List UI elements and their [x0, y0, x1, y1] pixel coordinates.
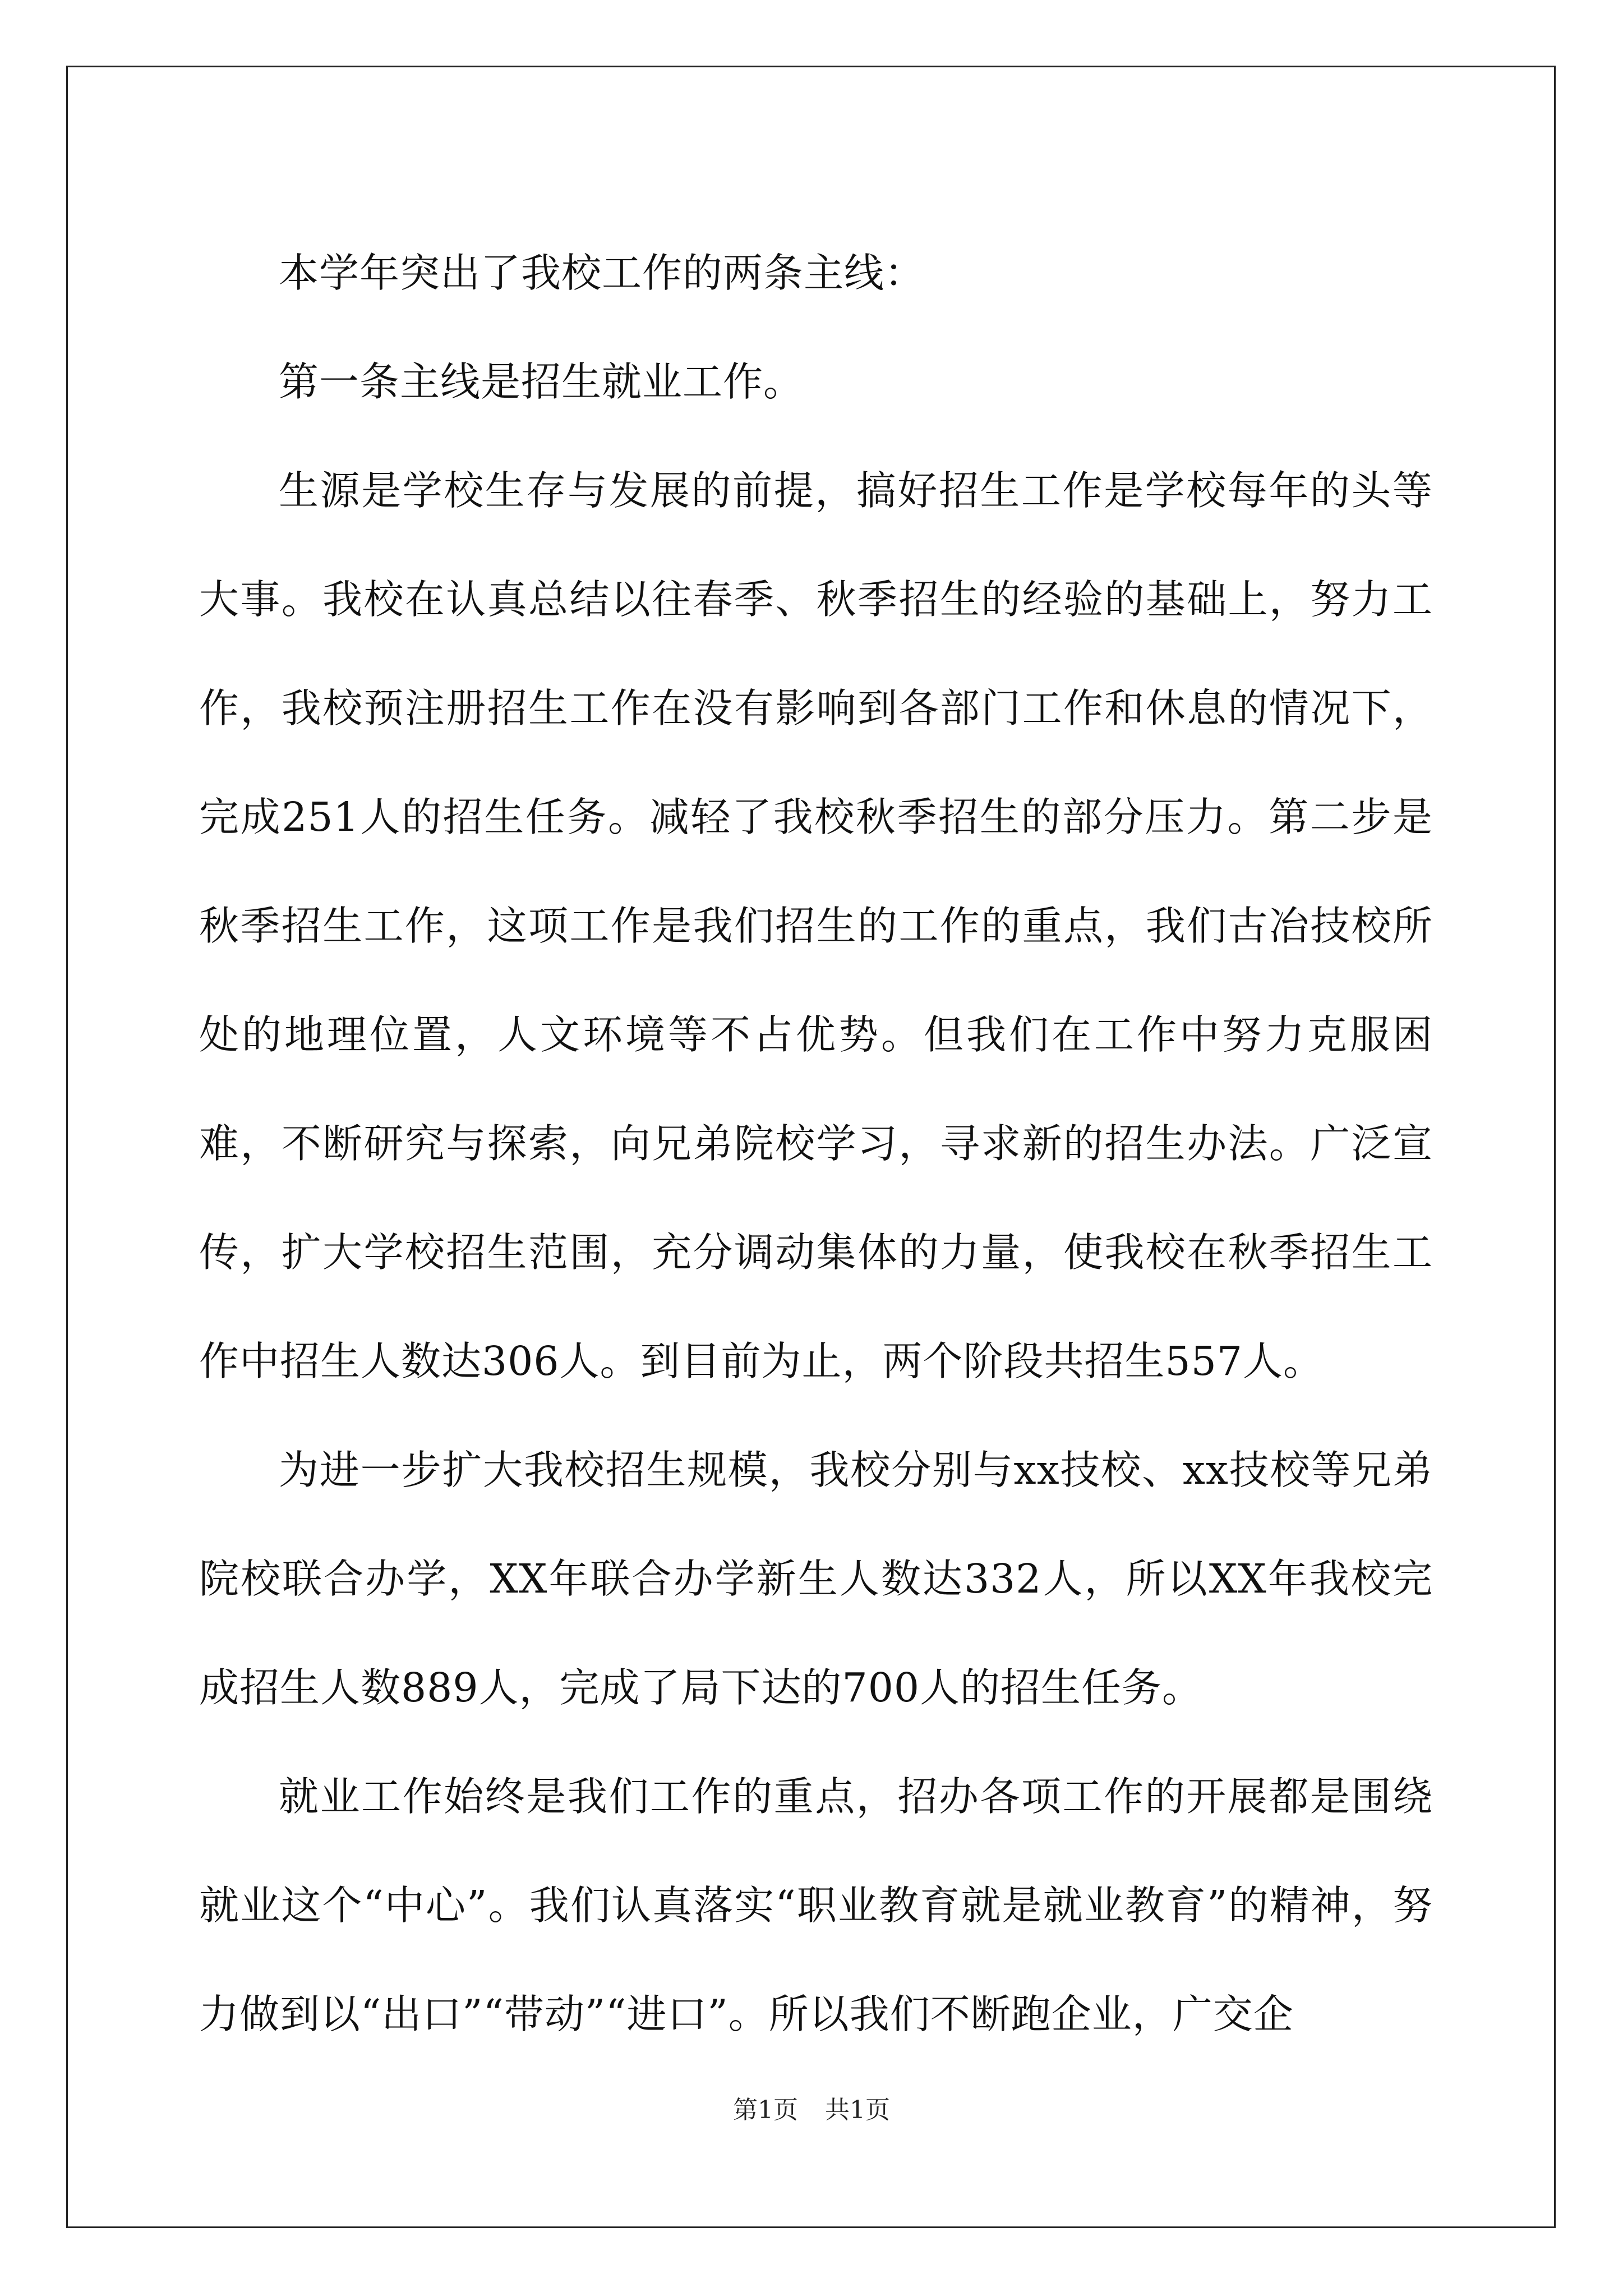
paragraph-joint-schooling: 为进一步扩大我校招生规模，我校分别与xx技校、xx技校等兄弟院校联合办学，XX年联合办学新生人数达332人，所以XX年我校完成招生人数889人，完成了局下达的700人的招生任务。: [199, 1447, 1433, 1711]
paragraph-employment: 就业工作始终是我们工作的重点，招办各项工作的开展都是围绕就业这个“中心”。我们认真落实“职业教育就是就业教育”的精神，努力做到以“出口”“带动”“进口”。所以我们不断跑企业，广交企: [199, 1773, 1433, 2037]
paragraph-first-line: 第一条主线是招生就业工作。: [279, 358, 804, 405]
page-total: 共1页: [825, 2096, 890, 2124]
page-number: 第1页: [733, 2096, 798, 2124]
paragraph-main-lines: 本学年突出了我校工作的两条主线：: [279, 250, 925, 296]
page-footer: [0, 2093, 1623, 2127]
document-body: [199, 219, 1433, 2069]
paragraph-enrollment: 生源是学校生存与发展的前提，搞好招生工作是学校每年的头等大事。我校在认真总结以往春季、秋季招生的经验的基础上，努力工作，我校预注册招生工作在没有影响到各部门工作和休息的情况下，完成251人的招生任务。减轻了我校秋季招生的部分压力。第二步是秋季招生工作，这项工作是我们招生的工作的重点，我们古冶技校所处的地理位置，人文环境等不占优势。但我们在工作中努力克服困难，不断研究与探索，向兄弟院校学习，寻求新的招生办法。广泛宣传，扩大学校招生范围，充分调动集体的力量，使我校在秋季招生工作中招生人数达306人。到目前为止，两个阶段共招生557人。: [199, 467, 1433, 1384]
